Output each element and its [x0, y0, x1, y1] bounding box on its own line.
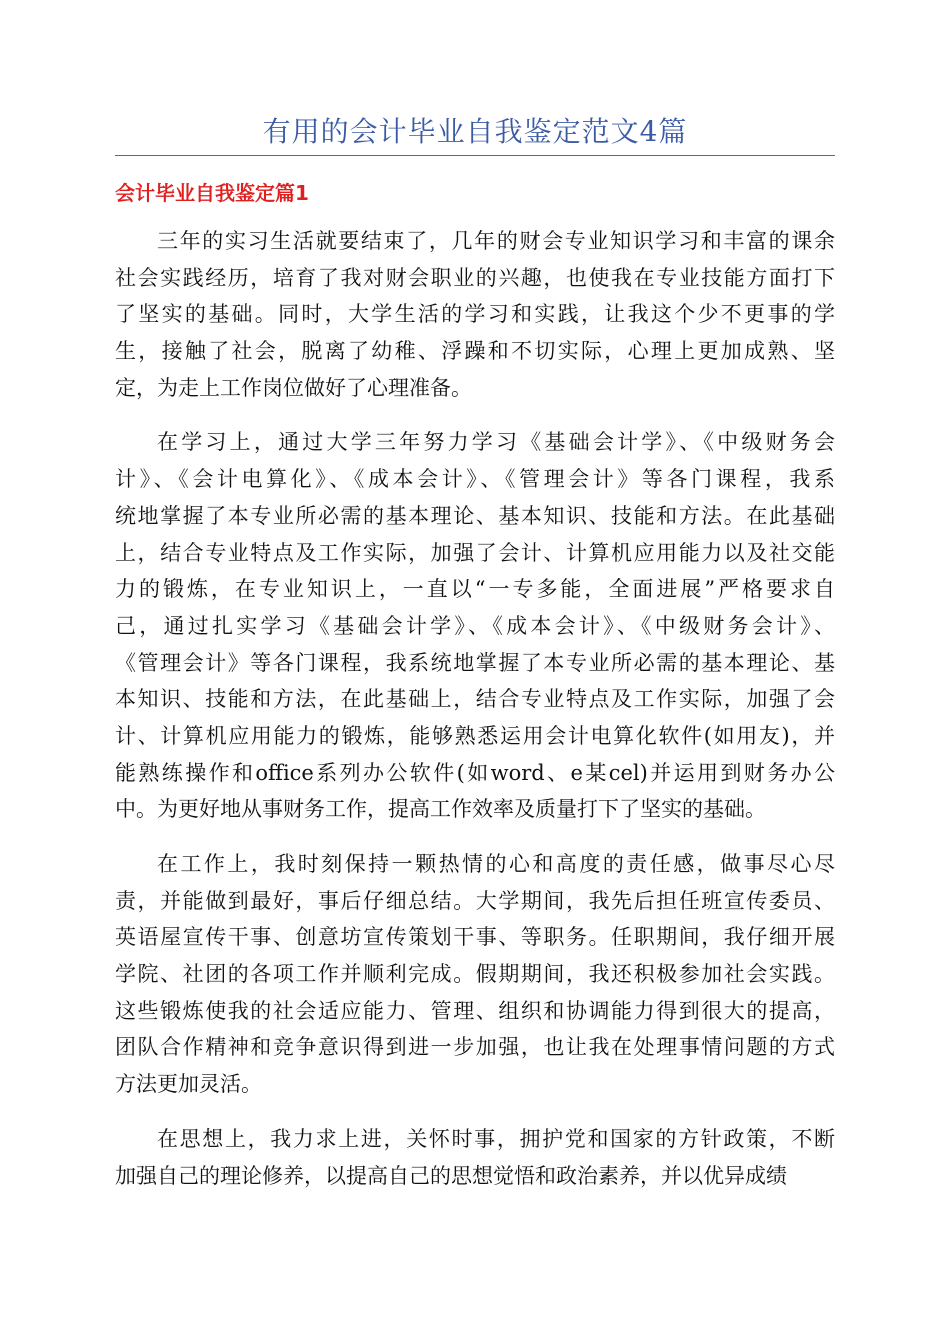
paragraph-line: 在工作上，我时刻保持一颗热情的心和高度的责任感，做事尽心尽: [157, 852, 835, 876]
document-title: 有用的会计毕业自我鉴定范文4篇: [262, 115, 688, 148]
paragraph-line: 三年的实习生活就要结束了，几年的财会专业知识学习和丰富的课余: [157, 229, 835, 253]
paragraph: [115, 223, 835, 406]
paragraph-line: 力的锻炼，在专业知识上，一直以“一专多能，全面进展”严格要求自: [115, 577, 835, 602]
paragraph-line: 生，接触了社会，脱离了幼稚、浮躁和不切实际，心理上更加成熟、坚: [115, 339, 835, 364]
section-heading: 会计毕业自我鉴定篇1: [115, 181, 309, 205]
paragraph-line: 了坚实的基础。同时，大学生活的学习和实践，让我这个少不更事的学: [115, 302, 835, 327]
body-text: [115, 223, 835, 1212]
paragraph-line: 团队合作精神和竞争意识得到进一步加强，也让我在处理事情问题的方式: [115, 1035, 835, 1060]
paragraph-line: 计》、《会计电算化》、《成本会计》、《管理会计》等各门课程，我系: [115, 467, 835, 492]
paragraph-line: 己，通过扎实学习《基础会计学》、《成本会计》、《中级财务会计》、: [115, 613, 835, 638]
paragraph-line: 计、计算机应用能力的锻炼，能够熟悉运用会计电算化软件(如用友)，并: [115, 723, 835, 748]
title-underline: [115, 155, 835, 156]
paragraph-line: 方法更加灵活。: [115, 1072, 262, 1097]
paragraph-line: 责，并能做到最好，事后仔细总结。大学期间，我先后担任班宣传委员、: [115, 888, 835, 913]
paragraph-line: 上，结合专业特点及工作实际，加强了会计、计算机应用能力以及社交能: [115, 540, 835, 565]
paragraph-line: 中。为更好地从事财务工作，提高工作效率及质量打下了坚实的基础。: [115, 797, 766, 822]
paragraph-line: 学院、社团的各项工作并顺利完成。假期期间，我还积极参加社会实践。: [115, 962, 835, 987]
paragraph-line: 这些锻炼使我的社会适应能力、管理、组织和协调能力得到很大的提高，: [115, 998, 835, 1023]
paragraph: [115, 424, 835, 828]
paragraph-line: 《管理会计》等各门课程，我系统地掌握了本专业所必需的基本理论、基: [115, 650, 835, 675]
paragraph: [115, 846, 835, 1103]
paragraph-line: 社会实践经历，培育了我对财会职业的兴趣，也使我在专业技能方面打下: [115, 265, 835, 290]
paragraph-line: 能熟练操作和office系列办公软件(如word、e某cel)并运用到财务办公: [115, 760, 835, 785]
paragraph: [115, 1121, 835, 1194]
paragraph-line: 统地掌握了本专业所必需的基本理论、基本知识、技能和方法。在此基础: [115, 503, 835, 528]
paragraph-line: 本知识、技能和方法，在此基础上，结合专业特点及工作实际，加强了会: [115, 687, 835, 712]
paragraph-line: 在学习上，通过大学三年努力学习《基础会计学》、《中级财务会: [157, 430, 835, 455]
paragraph-line: 英语屋宣传干事、创意坊宣传策划干事、等职务。任职期间，我仔细开展: [115, 925, 835, 950]
paragraph-line: 定，为走上工作岗位做好了心理准备。: [115, 375, 472, 400]
paragraph-line: 加强自己的理论修养，以提高自己的思想觉悟和政治素养，并以优异成绩: [115, 1163, 787, 1188]
paragraph-line: 在思想上，我力求上进，关怀时事，拥护党和国家的方针政策，不断: [157, 1126, 835, 1151]
